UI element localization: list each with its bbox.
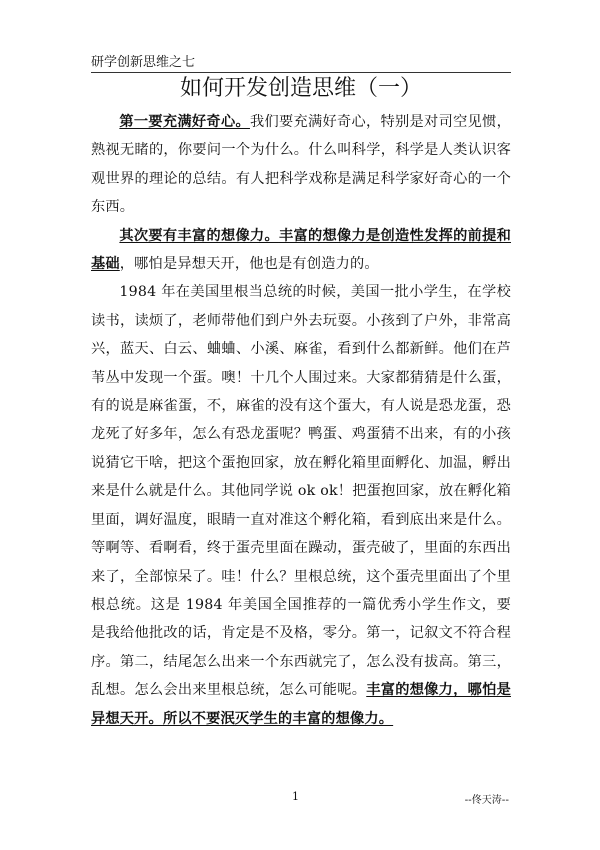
paragraph-emphasis: 丰富的想像力是创造性发挥的前提和基础 bbox=[91, 227, 511, 273]
paragraph-conclusion: 丰富的想像力，哪怕是异想天开。所以不要泯灭学生的丰富的想像力。 bbox=[91, 682, 511, 727]
document-header bbox=[91, 54, 511, 73]
paragraph-lead: 其次要有丰富的想像力。 bbox=[119, 227, 279, 244]
page-number: 1 bbox=[292, 790, 299, 803]
paragraph-story bbox=[91, 278, 511, 733]
series-label: 研学创新思维之七 bbox=[91, 55, 196, 70]
paragraph-curiosity bbox=[91, 108, 511, 222]
page-title: 如何开发创造思维（一） bbox=[179, 76, 422, 101]
paragraph-text: ，哪怕是异想天开，他也是有创造力的。 bbox=[119, 256, 379, 273]
paragraph-lead: 第一要充满好奇心。 bbox=[119, 114, 250, 130]
footer-author: --佟天涛-- bbox=[464, 795, 509, 806]
paragraph-imagination bbox=[91, 222, 511, 279]
document-body bbox=[91, 108, 511, 733]
paragraph-text: 我们要充满好奇心，特别是对司空见惯，熟视无睹的，你要问一个为什么。什么叫科学，科学是人类认识客观世界的理论的总结。有人把科学戏称是满足科学家好奇心的一个东西。 bbox=[91, 114, 511, 216]
paragraph-text: 1984 年在美国里根当总统的时候，美国一批小学生，在学校读书，读烦了，老师带他们到户外去玩耍。小孩到了户外，非常高兴，蓝天、白云、蛐蛐、小溪、麻雀，看到什么都新鲜。他们在芦苇丛中发现一个蛋。噢！十几个人围过来。大家都猜猜是什么蛋，有的说是麻雀蛋，不，麻雀的没有这个蛋大，有人说是恐龙蛋，恐龙死了好多年，怎么有恐龙蛋呢？鸭蛋、鸡蛋猜不出来，有的小孩说猜它干啥，把这个蛋抱回家，放在孵化箱里面孵化、加温，孵出来是什么就是什么。其他同学说 ok ok！把蛋抱回家，放在孵化箱里面，调好温度，眼睛一直对准这个孵化箱，看到底出来是什么。等啊等、看啊看，终于蛋壳里面在躁动，蛋壳破了，里面的东西出来了，全部惊呆了。哇！什么？里根总统，这个蛋壳里面出了个里根总统。这是 1984 年美国全国推荐的一篇优秀小学生作文，要是我给他批改的话，肯定是不及格，零分。第一，记叙文不符合程序。第二，结尾怎么出来一个东西就完了，怎么没有拔高。第三，乱想。怎么会出来里根总统，怎么可能呢。 bbox=[91, 284, 511, 699]
